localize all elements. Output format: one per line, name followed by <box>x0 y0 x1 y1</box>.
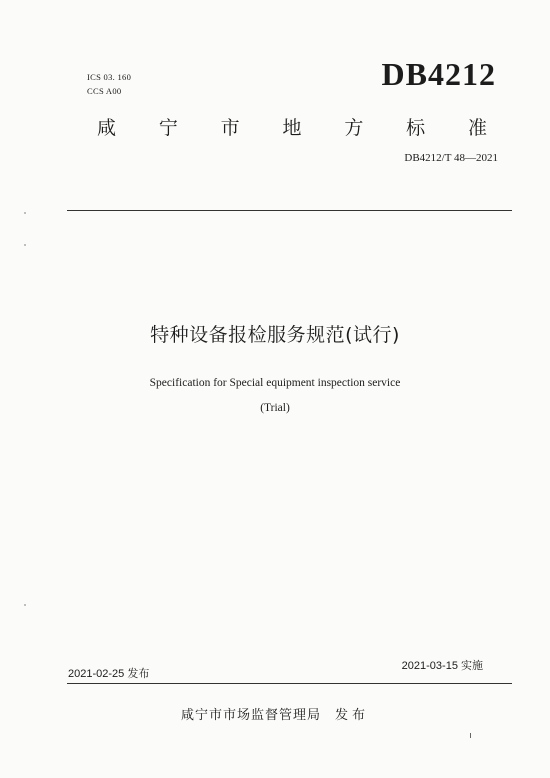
ics-code: ICS 03. 160 <box>87 72 132 82</box>
title-char: 方 <box>344 117 364 139</box>
document-title-chinese: 特种设备报检服务规范(试行) <box>150 324 400 346</box>
title-char: 宁 <box>158 117 178 139</box>
scan-speck <box>24 604 26 606</box>
standard-number: DB4212/T 48—2021 <box>404 152 498 164</box>
scan-speck <box>24 244 26 246</box>
ccs-code: CCS A00 <box>87 86 122 96</box>
bottom-divider <box>67 683 512 684</box>
standard-code: DB4212 <box>381 56 496 92</box>
implementation-date: 2021-03-15 实施 <box>401 660 483 672</box>
title-char: 地 <box>282 117 302 139</box>
scan-speck <box>24 212 26 214</box>
scan-mark <box>470 733 471 738</box>
top-divider <box>67 210 512 211</box>
document-title-english: Specification for Special equipment inspection service <box>149 377 401 389</box>
issuer-name: 咸宁市市场监督管理局 <box>180 708 321 723</box>
standard-category-title <box>97 113 487 140</box>
title-char: 标 <box>406 117 426 139</box>
issuer-action: 发布 <box>335 708 370 723</box>
document-title-trial: (Trial) <box>260 402 290 414</box>
issue-date: 2021-02-25 发布 <box>68 668 150 680</box>
title-char: 市 <box>220 117 240 139</box>
title-char: 准 <box>467 117 487 139</box>
issuer-line <box>0 704 550 723</box>
title-char: 咸 <box>97 117 117 139</box>
